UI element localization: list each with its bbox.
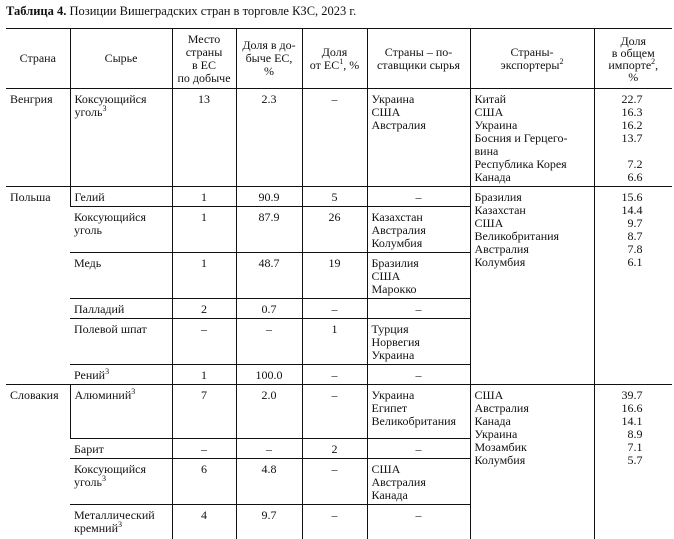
list-line: Великобритания [371, 414, 457, 428]
list-line: вина [474, 144, 499, 158]
raw-material-name: Барит [74, 442, 104, 456]
list-line: – [415, 508, 422, 522]
import-share-values [595, 389, 643, 467]
list-line: США [474, 388, 504, 402]
list-line: Украина [371, 388, 415, 402]
share-eu-cell: 19 [302, 253, 367, 299]
list-line: 6.6 [627, 170, 643, 184]
header-share-import: Доля в общем импорте$^2$, % [594, 29, 672, 89]
footnote-mark: 3 [101, 474, 106, 483]
list-line: Мозамбик [474, 440, 527, 454]
share-eu-cell: – [302, 505, 367, 539]
list-line: Колумбия [371, 236, 423, 250]
list-line: Канада [474, 414, 511, 428]
raw-material-name: Коксующийся уголь [74, 462, 146, 489]
share-production-cell: 4.8 [236, 459, 302, 505]
footnote-mark: 3 [102, 104, 107, 113]
table-caption [6, 4, 356, 19]
import-share-values [595, 93, 643, 184]
raw-material-cell [70, 319, 172, 365]
share-production-cell: 9.7 [236, 505, 302, 539]
table-row [6, 187, 672, 207]
raw-material-name: Коксующийся уголь [74, 92, 147, 119]
footnote-mark: 3 [118, 520, 123, 529]
raw-material-name: Палладий [74, 302, 125, 316]
header-raw: Сырье [70, 29, 172, 89]
exporters-cell [470, 187, 594, 385]
rank-cell: 13 [172, 89, 236, 187]
list-line: Украина [474, 427, 518, 441]
list-line: Австралия [371, 223, 426, 237]
import-share-values [595, 191, 643, 269]
raw-material-cell [70, 365, 172, 385]
raw-material-name: Медь [74, 256, 102, 270]
list-line: – [415, 368, 422, 382]
list-line: 5.7 [627, 453, 643, 467]
list-line: 14.1 [621, 414, 643, 428]
list-line: 14.4 [621, 203, 643, 217]
list-line: США [371, 462, 401, 476]
list-line: 6.1 [627, 255, 643, 269]
list-line: Австралия [474, 401, 529, 415]
rank-cell: – [172, 439, 236, 459]
raw-material-name: Металлический кремний [74, 508, 155, 535]
suppliers-cell [367, 505, 470, 539]
list-line: 16.3 [621, 105, 643, 119]
list-line: Украина [474, 118, 518, 132]
raw-material-name: Полевой шпат [74, 322, 147, 336]
rank-cell: 7 [172, 385, 236, 439]
header-share-prod: Доля в до- быче ЕС, % [236, 29, 302, 89]
share-production-cell: 0.7 [236, 299, 302, 319]
suppliers-cell [367, 253, 470, 299]
raw-material-name: Коксующийся уголь [74, 210, 146, 237]
list-line: 15.6 [621, 190, 643, 204]
suppliers-cell [367, 187, 470, 207]
list-line: Украина [371, 348, 415, 362]
header-country: Страна [6, 29, 70, 89]
rank-cell: 1 [172, 365, 236, 385]
share-production-cell: 100.0 [236, 365, 302, 385]
footnote-mark: 3 [105, 367, 110, 376]
rank-cell: – [172, 319, 236, 365]
list-line: 8.7 [627, 229, 643, 243]
list-line: Австралия [371, 118, 426, 132]
list-line: Колумбия [474, 453, 526, 467]
country-cell: Словакия [6, 385, 70, 539]
share-eu-cell: 2 [302, 439, 367, 459]
suppliers-cell [367, 319, 470, 365]
list-line: Норвегия [371, 335, 420, 349]
list-line: Казахстан [371, 210, 423, 224]
rank-cell: 1 [172, 187, 236, 207]
list-line: 8.9 [627, 427, 643, 441]
suppliers-cell [367, 459, 470, 505]
list-line: Австралия [371, 475, 426, 489]
list-line: США [371, 269, 401, 283]
import-share-cell [594, 385, 672, 539]
raw-material-cell [70, 459, 172, 505]
list-line: Канада [474, 170, 511, 184]
list-line: Австралия [474, 242, 529, 256]
list-line: Бразилия [371, 256, 419, 270]
raw-material-cell [70, 253, 172, 299]
list-line: 22.7 [621, 92, 643, 106]
share-eu-cell: – [302, 365, 367, 385]
list-line: Казахстан [474, 203, 526, 217]
country-cell: Польша [6, 187, 70, 385]
list-line: – [415, 302, 422, 316]
list-line: США [371, 105, 401, 119]
raw-material-cell [70, 385, 172, 439]
suppliers-cell [367, 365, 470, 385]
list-line: 7.2 [627, 157, 643, 171]
list-line: Китай [474, 92, 507, 106]
caption-label: Таблица 4. [6, 4, 67, 18]
rank-cell: 1 [172, 207, 236, 253]
rank-cell: 1 [172, 253, 236, 299]
share-production-cell: – [236, 319, 302, 365]
raw-material-name: Гелий [74, 190, 105, 204]
table-row [6, 385, 672, 439]
list-line: Марокко [371, 282, 417, 296]
share-production-cell: 48.7 [236, 253, 302, 299]
list-line: Колумбия [474, 255, 526, 269]
list-line: Турция [371, 322, 409, 336]
header-exporters: Страны- экспортеры$^2$ [470, 29, 594, 89]
header-row [6, 29, 672, 89]
share-eu-cell: 5 [302, 187, 367, 207]
raw-material-cell [70, 89, 172, 187]
list-line: Канада [371, 488, 408, 502]
list-line: 16.6 [621, 401, 643, 415]
rank-cell: 4 [172, 505, 236, 539]
suppliers-cell [367, 299, 470, 319]
caption-text: Позиции Вишеградских стран в торговле КЗС, 2023 г. [69, 4, 357, 18]
list-line: 39.7 [621, 388, 643, 402]
rank-cell: 6 [172, 459, 236, 505]
share-eu-cell: 1 [302, 319, 367, 365]
footnote-mark: 3 [131, 387, 136, 396]
exporters-cell [470, 385, 594, 539]
list-line: 16.2 [621, 118, 643, 132]
header-share-eu: Доля от $ЕС^1$, % [302, 29, 367, 89]
raw-material-cell [70, 505, 172, 539]
share-eu-cell: – [302, 385, 367, 439]
suppliers-cell [367, 439, 470, 459]
list-line: 9.7 [627, 216, 643, 230]
share-eu-cell: – [302, 89, 367, 187]
share-production-cell: – [236, 439, 302, 459]
share-eu-cell: 26 [302, 207, 367, 253]
list-line: Бразилия [474, 190, 522, 204]
share-eu-cell: – [302, 299, 367, 319]
list-line: Босния и Герцего- [474, 131, 568, 145]
suppliers-cell [367, 207, 470, 253]
data-table [6, 28, 672, 539]
raw-material-name: Алюминий [74, 388, 132, 402]
import-share-cell [594, 187, 672, 385]
country-cell: Венгрия [6, 89, 70, 187]
list-line: – [415, 442, 422, 456]
list-line: – [415, 190, 422, 204]
raw-material-name: Рений [74, 368, 106, 382]
list-line: Египет [371, 401, 408, 415]
rank-cell: 2 [172, 299, 236, 319]
list-line: США [474, 105, 504, 119]
header-suppliers: Страны – по- ставщики сырья [367, 29, 470, 89]
list-line: 7.1 [627, 440, 643, 454]
list-line: США [474, 216, 504, 230]
share-production-cell: 87.9 [236, 207, 302, 253]
exporters-cell [470, 89, 594, 187]
suppliers-cell [367, 89, 470, 187]
list-line: 13.7 [621, 131, 643, 145]
share-production-cell: 2.3 [236, 89, 302, 187]
raw-material-cell [70, 187, 172, 207]
list-line: Республика Корея [474, 157, 567, 171]
suppliers-cell [367, 385, 470, 439]
share-eu-cell: – [302, 459, 367, 505]
share-production-cell: 90.9 [236, 187, 302, 207]
list-line: Украина [371, 92, 415, 106]
share-production-cell: 2.0 [236, 385, 302, 439]
list-line: 7.8 [627, 242, 643, 256]
table-row [6, 89, 672, 187]
import-share-cell [594, 89, 672, 187]
raw-material-cell [70, 299, 172, 319]
raw-material-cell [70, 439, 172, 459]
list-line: Великобритания [474, 229, 560, 243]
raw-material-cell [70, 207, 172, 253]
header-rank: Место страны в ЕС по добыче [172, 29, 236, 89]
